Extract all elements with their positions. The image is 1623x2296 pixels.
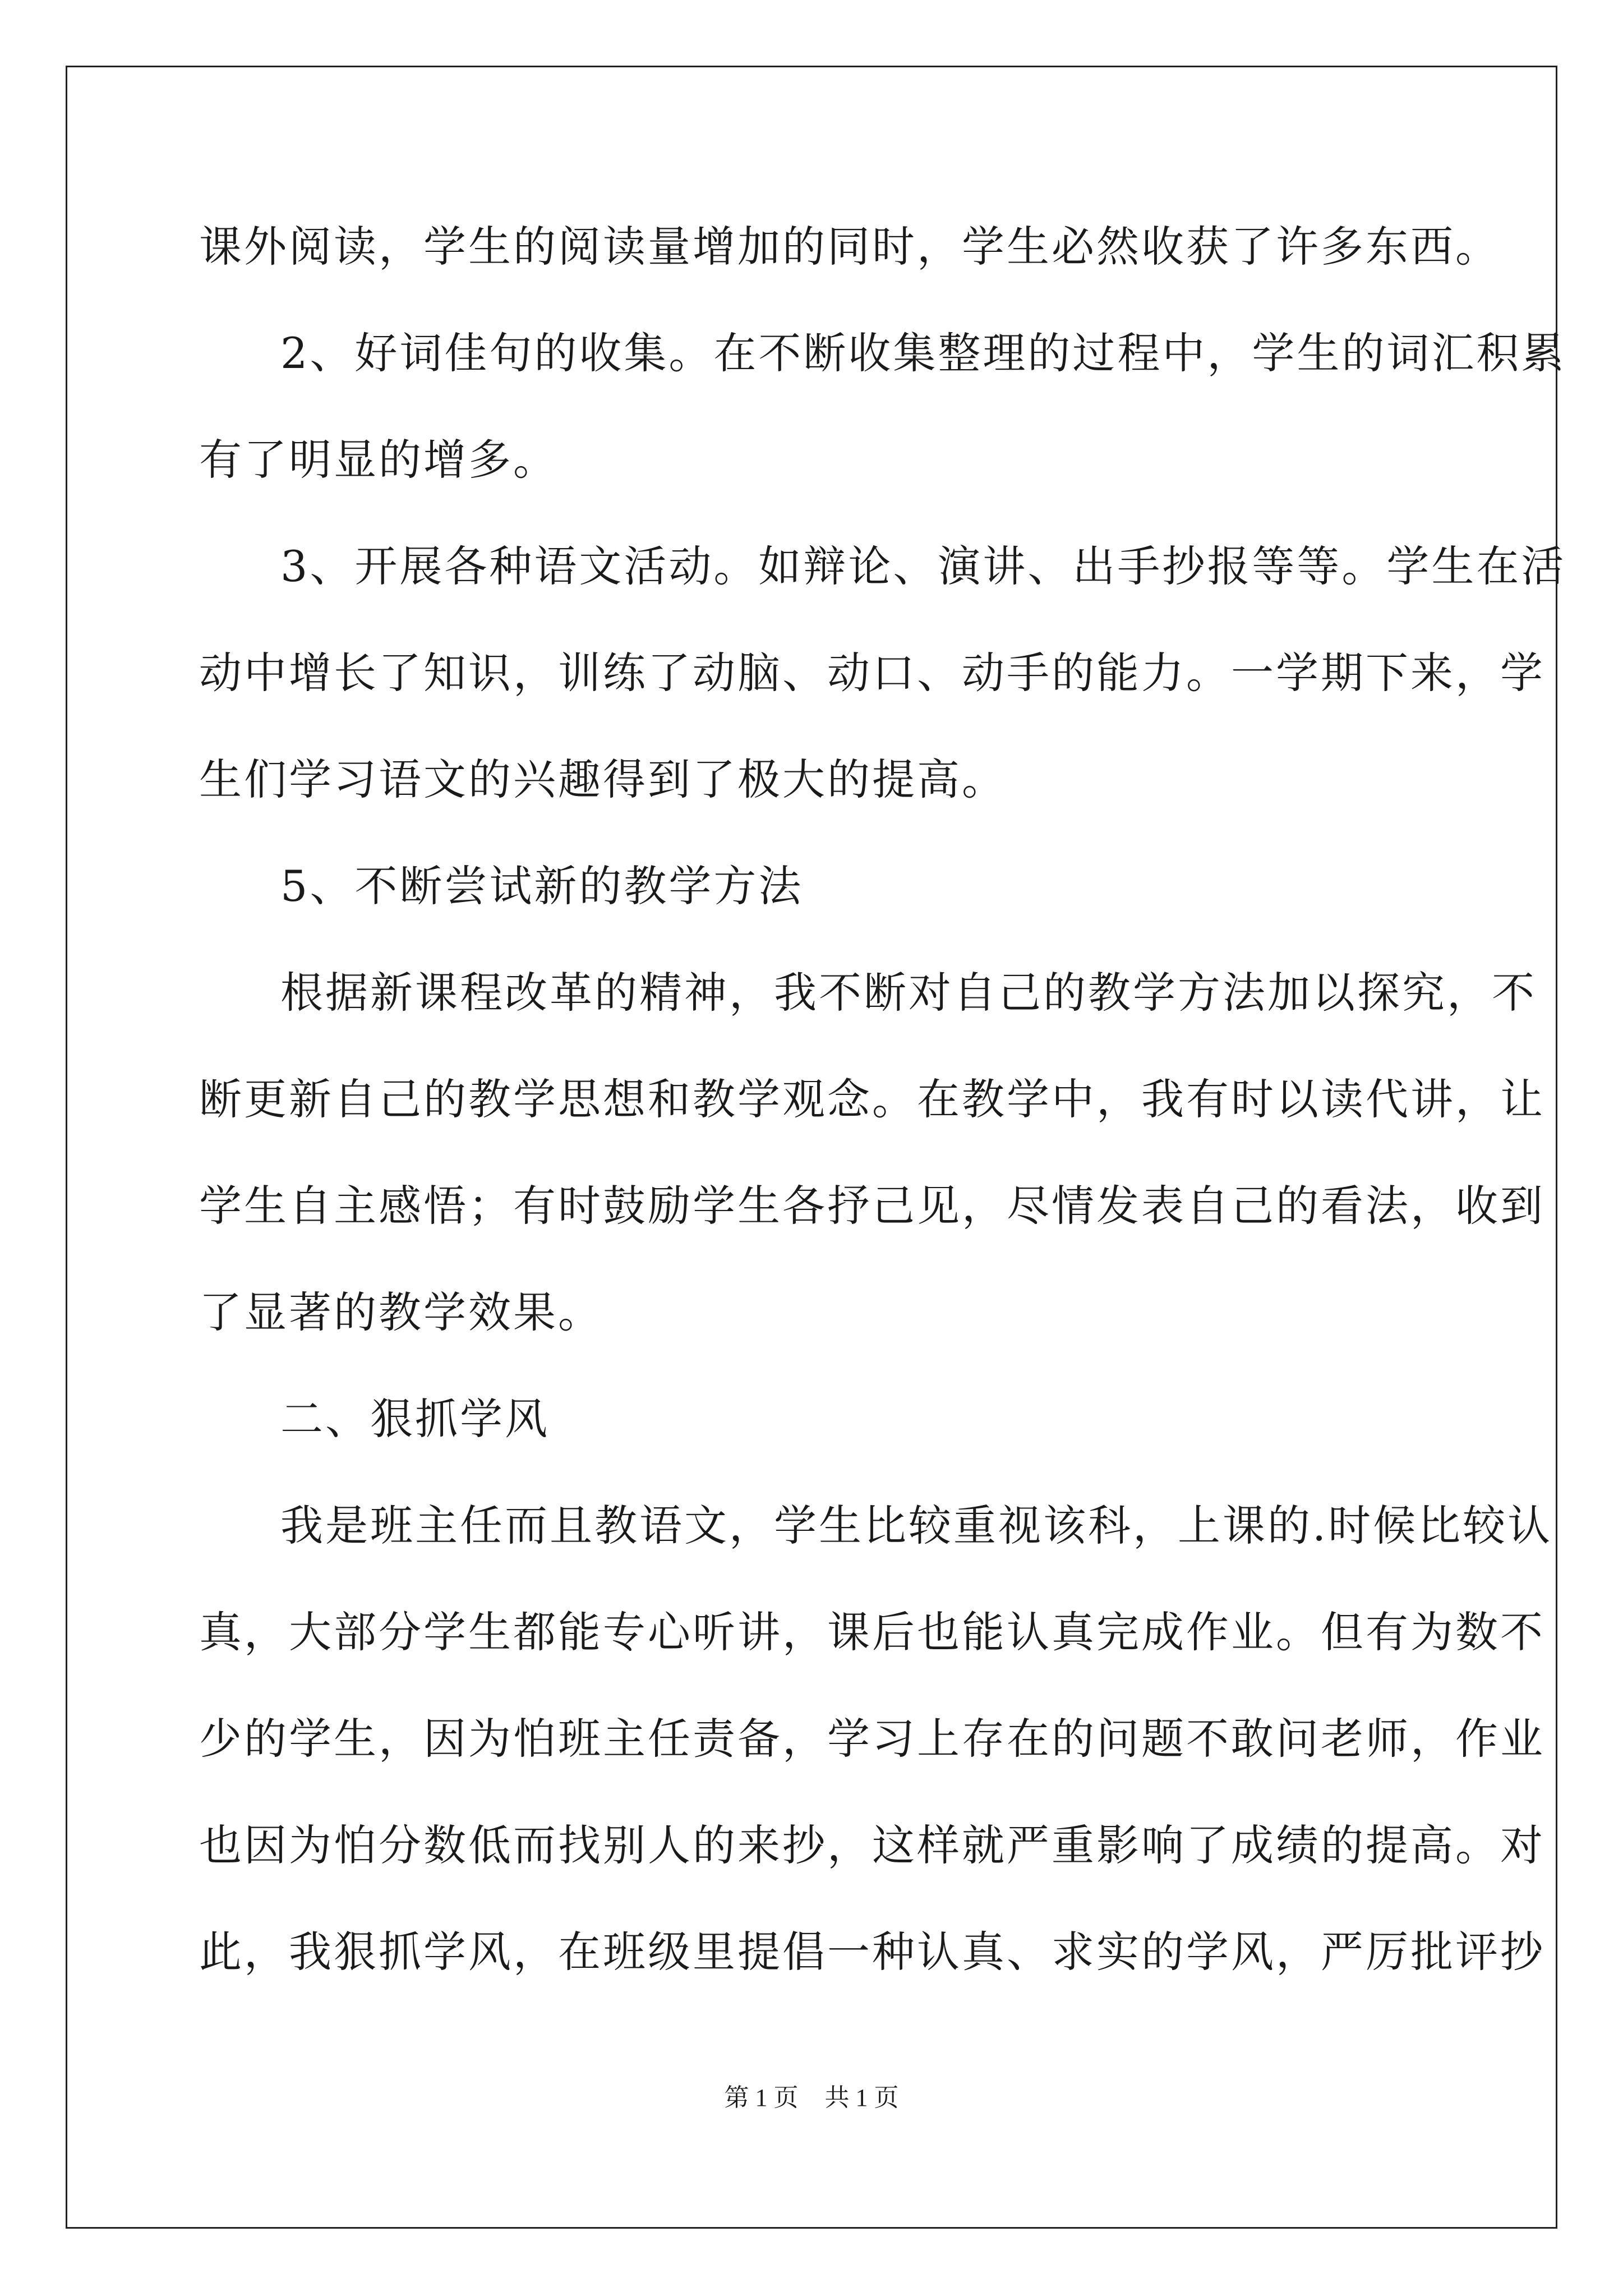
- text-line: 学生自主感悟；有时鼓励学生各抒己见，尽情发表自己的看法，收到: [199, 1181, 1545, 1231]
- page-footer: [0, 2081, 1623, 2115]
- page-total: 共 1 页: [824, 2084, 899, 2111]
- text-line: 根据新课程改革的精神，我不断对自己的教学方法加以探究，不: [280, 968, 1537, 1018]
- page-number: 第 1 页: [724, 2084, 799, 2111]
- text-line: 真，大部分学生都能专心听讲，课后也能认真完成作业。但有为数不: [199, 1607, 1545, 1657]
- text-line: 动中增长了知识，训练了动脑、动口、动手的能力。一学期下来，学: [199, 648, 1545, 698]
- section-heading: 5、不断尝试新的教学方法: [280, 861, 804, 911]
- text-line: 此，我狠抓学风，在班级里提倡一种认真、求实的学风，严厉批评抄: [199, 1927, 1545, 1977]
- text-line: 3、开展各种语文活动。如辩论、演讲、出手抄报等等。学生在活: [280, 541, 1566, 591]
- text-line: 生们学习语文的兴趣得到了极大的提高。: [199, 754, 1007, 804]
- section-heading: 二、狠抓学风: [280, 1394, 550, 1444]
- text-line: 课外阅读，学生的阅读量增加的同时，学生必然收获了许多东西。: [199, 222, 1500, 272]
- text-line: 少的学生，因为怕班主任责备，学习上存在的问题不敢问老师，作业: [199, 1714, 1545, 1764]
- text-line: 也因为怕分数低而找别人的来抄，这样就严重影响了成绩的提高。对: [199, 1820, 1545, 1870]
- text-line: 断更新自己的教学思想和教学观念。在教学中，我有时以读代讲，让: [199, 1074, 1545, 1124]
- page-border: [66, 66, 1557, 2229]
- text-line: 2、好词佳句的收集。在不断收集整理的过程中，学生的词汇积累: [280, 328, 1566, 378]
- text-line: 我是班主任而且教语文，学生比较重视该科，上课的.时候比较认: [280, 1501, 1553, 1550]
- text-line: 了显著的教学效果。: [199, 1287, 603, 1337]
- text-line: 有了明显的增多。: [199, 435, 558, 485]
